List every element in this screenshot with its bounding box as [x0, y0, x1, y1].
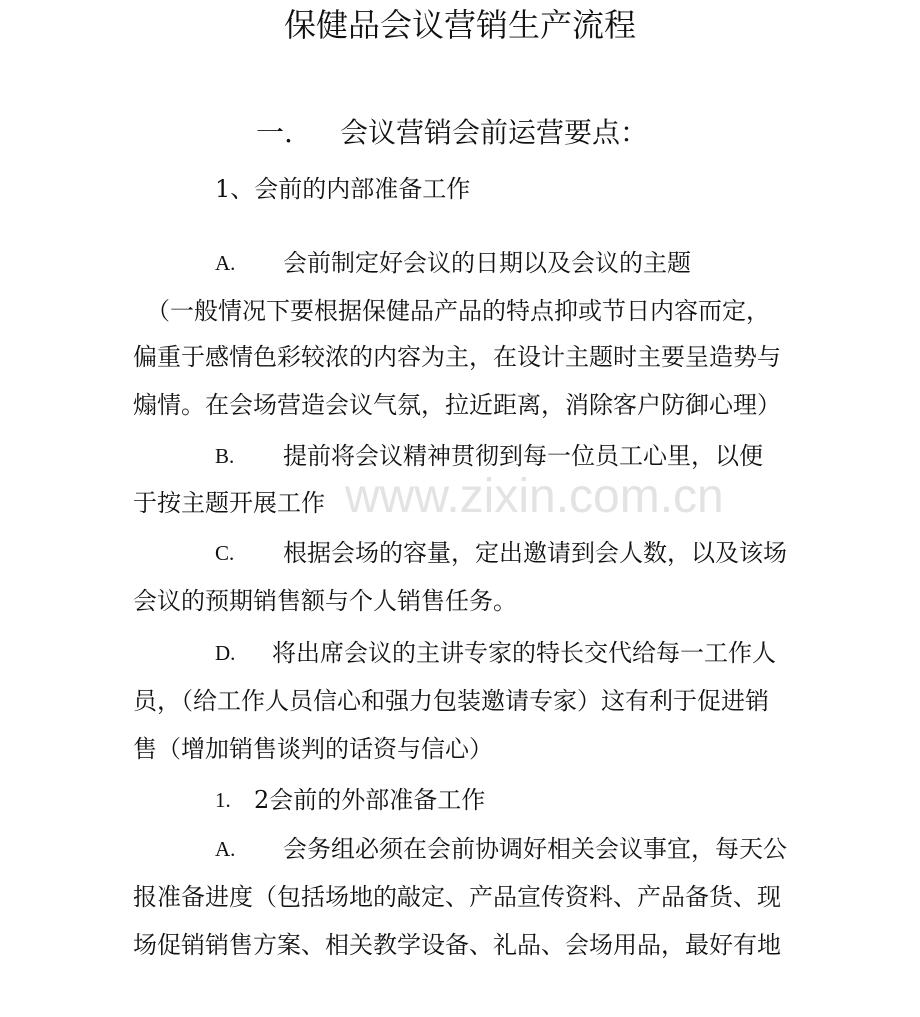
item-label: A. [215, 837, 236, 861]
paragraph-line: 偏重于感情色彩较浓的内容为主，在设计主题时主要呈造势与 [133, 343, 781, 371]
subsection-heading: 2会前的外部准备工作 [254, 786, 486, 814]
paragraph-line: 根据会场的容量，定出邀请到会人数，以及该场 [283, 539, 787, 567]
item-label: B. [215, 444, 235, 468]
paragraph-line: 将出席会议的主讲专家的特长交代给每一工作人 [272, 639, 776, 667]
paragraph-line: 会议的预期销售额与个人销售任务。 [133, 587, 517, 615]
paragraph-line: 员，（给工作人员信心和强力包装邀请专家）这有利于促进销 [133, 687, 769, 715]
subsection-heading: 1、会前的内部准备工作 [215, 175, 471, 203]
item-label: A. [215, 251, 236, 275]
paragraph-line: 报准备进度（包括场地的敲定、产品宣传资料、产品备货、现 [133, 883, 781, 911]
section-number: 一. [256, 116, 293, 149]
paragraph-line: （一般情况下要根据保健品产品的特点抑或节日内容而定， [146, 297, 770, 325]
document-title: 保健品会议营销生产流程 [283, 6, 636, 44]
paragraph-line: 售（增加销售谈判的话资与信心） [133, 735, 493, 763]
watermark: www.zixin.com.cn [345, 470, 724, 523]
paragraph-line: 会前制定好会议的日期以及会议的主题 [283, 249, 691, 277]
paragraph-line: 于按主题开展工作 [133, 489, 325, 517]
item-label: C. [215, 541, 235, 565]
paragraph-line: 提前将会议精神贯彻到每一位员工心里，以便 [283, 442, 763, 470]
section-heading: 会议营销会前运营要点： [340, 116, 649, 149]
paragraph-line: 煽情。在会场营造会议气氛，拉近距离，消除客户防御心理） [133, 391, 781, 419]
item-label: D. [215, 641, 236, 665]
paragraph-line: 会务组必须在会前协调好相关会议事宜，每天公 [283, 835, 787, 863]
subsection-number: 1. [215, 788, 231, 812]
paragraph-line: 场促销销售方案、相关教学设备、礼品、会场用品，最好有地 [133, 931, 781, 959]
